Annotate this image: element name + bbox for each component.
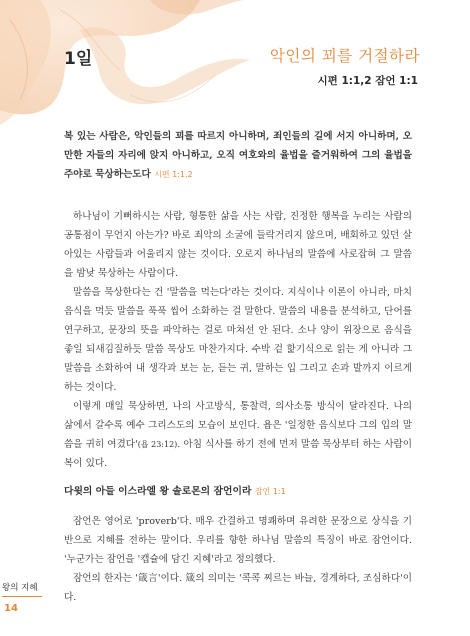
paragraph: 잠언은 영어로 'proverb'다. 매우 간결하고 명쾌하며 유려한 문장으로 상식을 기반으로 지혜를 전하는 말이다. 우리를 향한 하나님 말씀의 특징이 바로 잠언이다. '누군가는 잠언을 '캡슐에 담긴 지혜'라고 정의했다. <box>64 516 412 565</box>
paragraph-text: . 아침 식사를 하기 전에 먼저 말씀 묵상부터 하는 사람이 복이 있다. <box>64 439 412 469</box>
meditation-body <box>64 207 412 473</box>
page-title: 악인의 꾀를 거절하라 <box>269 47 420 65</box>
footer-book-title: 왕의 지혜 <box>2 583 38 593</box>
inline-citation: (욥 23:12) <box>137 440 178 449</box>
paragraph-text: 이렇게 매일 묵상하면, 나의 사고방식, 통찰력, 의사소통 방식이 달라진다. 나의 삶에서 갈수록 예수 그리스도의 모습이 보인다. 욥은 '일정한 음식보다 그의 입의 말씀을 귀히 여겼다' <box>64 401 412 450</box>
paragraph: 하나님이 기뻐하시는 사람, 형통한 삶을 사는 사람, 진정한 행복을 누리는 사람의 공통점이 무언지 아는가? 바로 죄악의 소굴에 들락거리지 않으며, 배회하고 있던 살아있는 사람들과 어울리지 않는 것이다. 오로지 하나님의 말씀에 사로잡혀 그 말씀을 밤낮 묵상하는 사람이다. <box>64 211 412 279</box>
proverbs-body <box>64 512 412 607</box>
verse-block <box>64 127 412 184</box>
section-heading-text: 다윗의 아들 이스라엘 왕 솔로몬의 잠언이라 <box>64 486 252 497</box>
section-heading <box>64 483 286 497</box>
footer-divider <box>2 596 42 597</box>
paragraph: 말씀을 묵상한다는 건 '말씀을 먹는다'라는 것이다. 지식이나 이론이 아니라, 마치 음식을 먹듯 말씀을 푹푹 씹어 소화하는 걸 말한다. 말씀의 내용을 분석하고, 단어를 연구하고, 문장의 뜻을 파악하는 걸로 마쳐선 안 된다. 소나 양이 위장으로 음식을 좋일 되새김질하듯 말씀 묵상도 마찬가지다. 수박 겉 핥기식으로 읽는 게 아니라 그 말씀을 소화하여 내 생각과 보는 눈, 듣는 귀, 말하는 입 그리고 손과 발까지 이르게 하는 것이다. <box>64 287 412 393</box>
verse-text: 복 있는 사람은, 악인들의 꾀를 따르지 아니하며, 죄인들의 길에 서지 아니하며, 오만한 자들의 자리에 앉지 아니하고, 오직 여호와의 율법을 즐거워하여 그의 율법을 주야로 묵상하는도다 <box>64 131 412 180</box>
scripture-reference: 시편 1:1,2 잠언 1:1 <box>317 75 418 87</box>
page-number: 14 <box>4 603 18 614</box>
paragraph: 잠언의 한자는 '箴言'이다. 箴의 의미는 '콕콕 찌르는 바늘, 경계하다, 조심하다'이다. <box>64 573 412 603</box>
day-label: 1일 <box>64 49 93 69</box>
verse-citation: 시편 1:1,2 <box>154 170 193 179</box>
section-heading-citation: 잠언 1:1 <box>254 487 286 496</box>
paragraph <box>64 397 412 473</box>
